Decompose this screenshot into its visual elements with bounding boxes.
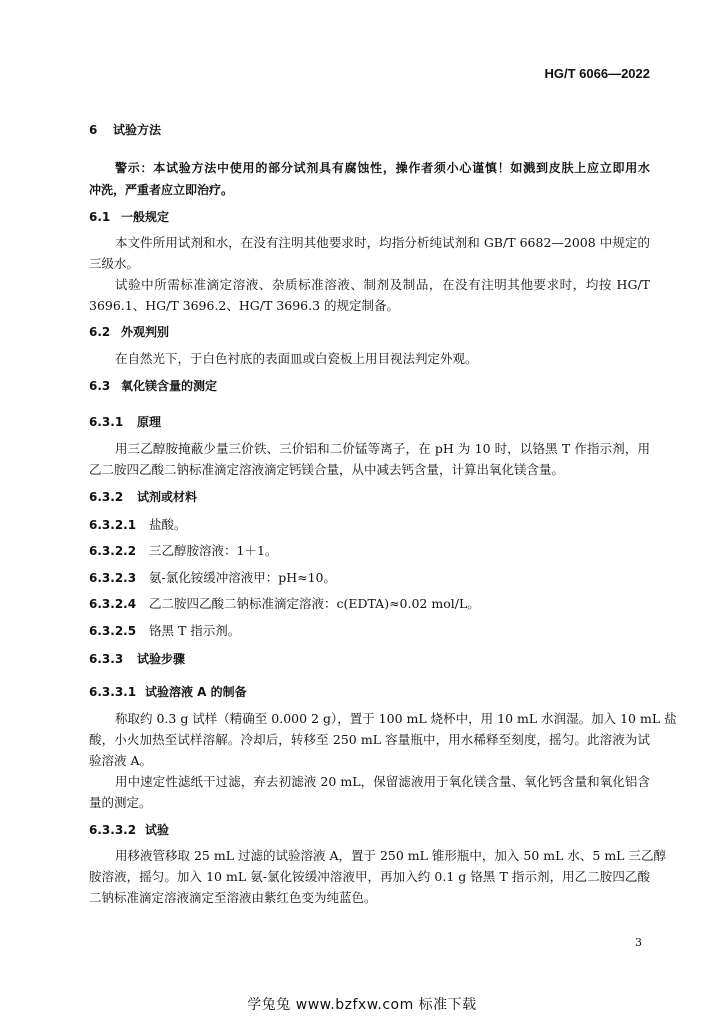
paragraph-line: 酸，小火加热至试样溶解。冷却后，转移至 250 mL 容量瓶中，用水稀释至刻度，摇匀。此溶液为试 bbox=[89, 732, 650, 747]
item-number: 6.3.2.5 bbox=[89, 624, 137, 638]
section-number: 6 bbox=[89, 123, 98, 137]
paragraph-line: 3696.1、HG/T 3696.2、HG/T 3696.3 的规定制备。 bbox=[89, 298, 400, 313]
paragraph-line: 用中速定性滤纸干过滤，弃去初滤液 20 mL，保留滤液用于氧化镁含量、氧化钙含量和氧化铝含 bbox=[115, 774, 650, 789]
section-number: 6.3.1 bbox=[89, 415, 124, 429]
reagent-item bbox=[89, 594, 650, 614]
paragraph-line: 试验中所需标准滴定溶液、杂质标准溶液、制剂及制品，在没有注明其他要求时，均按 HG/T bbox=[115, 277, 650, 292]
item-number: 6.3.2.4 bbox=[89, 597, 137, 611]
reagent-item bbox=[89, 568, 650, 588]
section-title: 原理 bbox=[137, 415, 162, 429]
paragraph-line: 本文件所用试剂和水，在没有注明其他要求时，均指分析纯试剂和 GB/T 6682—2008 中规定的 bbox=[115, 235, 650, 250]
paragraph-line: 胺溶液，摇匀。加入 10 mL 氨-氯化铵缓冲溶液甲，再加入约 0.1 g 铬黑 T 指示剂，用乙二胺四乙酸 bbox=[89, 869, 650, 884]
section-6-3-3-1-heading bbox=[89, 682, 650, 702]
section-6-3-3-heading bbox=[89, 649, 650, 669]
footer-watermark: 学兔兔 www.bzfxw.com 标准下载 bbox=[247, 997, 477, 1013]
paragraph-line: 验溶液 A。 bbox=[89, 753, 153, 768]
section-title: 试剂或材料 bbox=[137, 490, 198, 504]
paragraph-line: 三级水。 bbox=[89, 256, 140, 271]
section-title: 试验 bbox=[145, 823, 170, 837]
item-text: 乙二胺四乙酸二钠标准滴定溶液：c(EDTA)≈0.02 mol/L。 bbox=[149, 596, 480, 611]
section-6-1-heading bbox=[89, 207, 650, 227]
section-title: 氧化镁含量的测定 bbox=[121, 379, 218, 393]
warning-line-2: 冲洗，严重者应立即治疗。 bbox=[89, 183, 234, 197]
section-number: 6.3.3.2 bbox=[89, 823, 137, 837]
reagent-item bbox=[89, 621, 650, 641]
item-number: 6.3.2.3 bbox=[89, 571, 137, 585]
item-text: 三乙醇胺溶液：1＋1。 bbox=[149, 543, 278, 558]
section-6-3-3-2-heading bbox=[89, 820, 650, 840]
item-number: 6.3.2.2 bbox=[89, 544, 137, 558]
item-number: 6.3.2.1 bbox=[89, 518, 137, 532]
warning-line-1: 警示：本试验方法中使用的部分试剂具有腐蚀性，操作者须小心谨慎！如溅到皮肤上应立即用水 bbox=[115, 161, 650, 175]
section-6-2-heading bbox=[89, 322, 650, 342]
reagent-item bbox=[89, 541, 650, 561]
section-number: 6.3.2 bbox=[89, 490, 124, 504]
reagent-item bbox=[89, 515, 650, 535]
section-6-heading bbox=[89, 120, 650, 140]
paragraph-line: 二钠标准滴定溶液滴定至溶液由紫红色变为纯蓝色。 bbox=[89, 890, 377, 905]
standard-code: HG/T 6066—2022 bbox=[544, 66, 650, 81]
section-number: 6.3.3.1 bbox=[89, 685, 137, 699]
paragraph-line: 乙二胺四乙酸二钠标准滴定溶液滴定钙镁合量，从中减去钙含量，计算出氧化镁含量。 bbox=[89, 462, 565, 477]
section-number: 6.3.3 bbox=[89, 652, 124, 666]
page-number: 3 bbox=[635, 936, 642, 949]
section-number: 6.1 bbox=[89, 210, 111, 224]
section-title: 试验步骤 bbox=[137, 652, 186, 666]
section-title: 一般规定 bbox=[121, 210, 170, 224]
paragraph-line: 用移液管移取 25 mL 过滤的试验溶液 A，置于 250 mL 锥形瓶中，加入 50 mL 水、5 mL 三乙醇 bbox=[115, 848, 666, 863]
paragraph-line: 用三乙醇胺掩蔽少量三价铁、三价铝和二价锰等离子，在 pH 为 10 时，以铬黑 T 作指示剂，用 bbox=[115, 441, 650, 456]
section-6-3-2-heading bbox=[89, 487, 650, 507]
paragraph-line: 在自然光下，于白色衬底的表面皿或白瓷板上用目视法判定外观。 bbox=[115, 351, 478, 366]
section-6-3-1-heading bbox=[89, 412, 650, 432]
paragraph-line: 称取约 0.3 g 试样（精确至 0.000 2 g），置于 100 mL 烧杯中，用 10 mL 水润湿。加入 10 mL 盐 bbox=[115, 711, 677, 726]
section-6-3-heading bbox=[89, 376, 650, 396]
section-title: 外观判别 bbox=[121, 325, 170, 339]
section-number: 6.3 bbox=[89, 379, 111, 393]
section-number: 6.2 bbox=[89, 325, 111, 339]
item-text: 盐酸。 bbox=[149, 517, 187, 532]
paragraph-line: 量的测定。 bbox=[89, 795, 152, 810]
item-text: 铬黑 T 指示剂。 bbox=[149, 623, 241, 638]
item-text: 氨-氯化铵缓冲溶液甲：pH≈10。 bbox=[149, 570, 337, 585]
section-title: 试验溶液 A 的制备 bbox=[145, 685, 247, 699]
section-title: 试验方法 bbox=[113, 123, 162, 137]
